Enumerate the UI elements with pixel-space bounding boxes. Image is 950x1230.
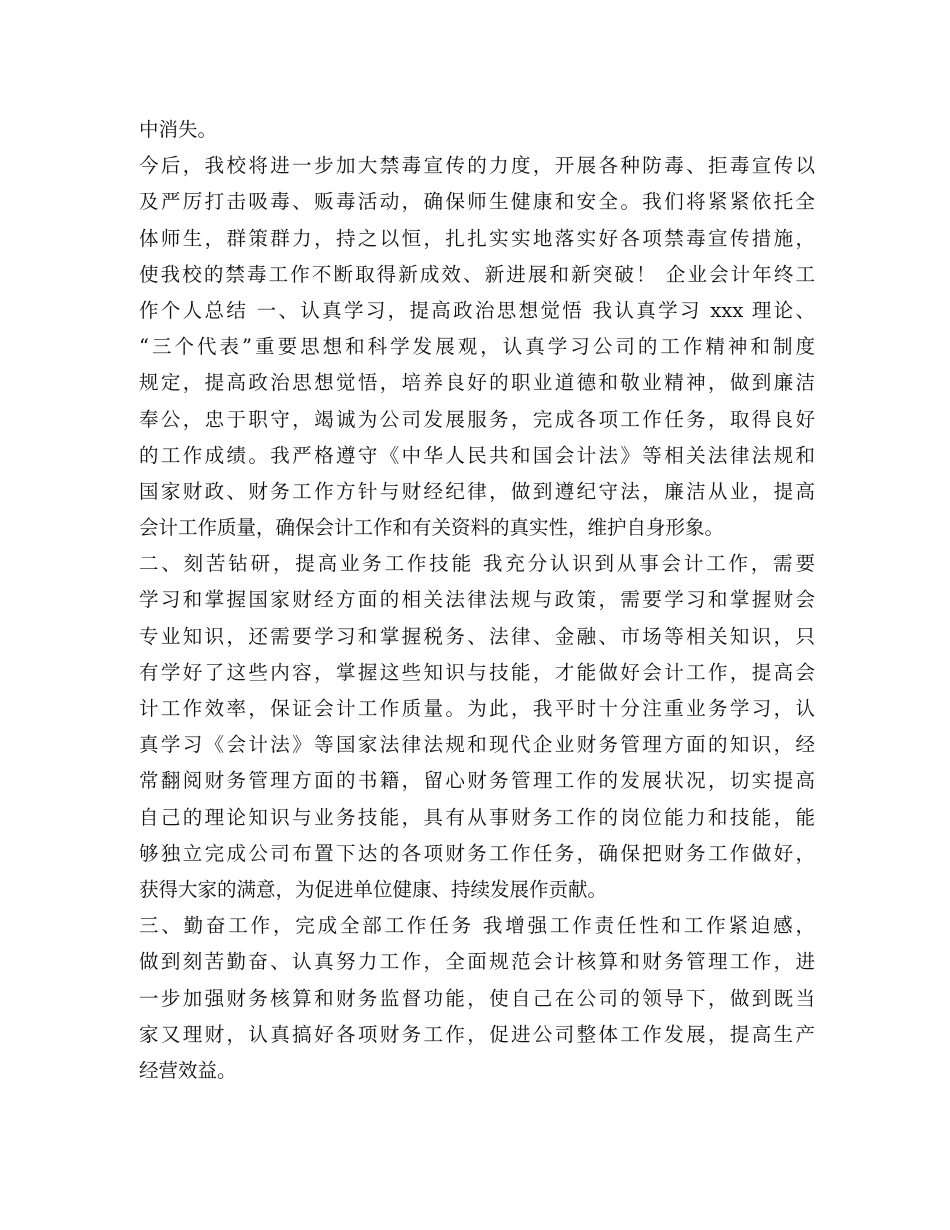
- text-line: 今后，我校将进一步加大禁毒宣传的力度，开展各种防毒、拒毒宣传以: [139, 154, 815, 178]
- text-line: 经营效益。: [139, 1058, 237, 1082]
- text-line: 的工作成绩。我严格遵守《中华人民共和国会计法》等相关法律法规和: [139, 443, 815, 467]
- text-line: 够独立完成公司布置下达的各项财务工作任务，确保把财务工作做好，: [139, 841, 815, 865]
- text-line: 有学好了这些内容，掌握这些知识与技能，才能做好会计工作，提高会: [139, 660, 815, 684]
- text-line: 计工作效率，保证会计工作质量。为此，我平时十分注重业务学习，认: [139, 697, 815, 720]
- text-line: 专业知识，还需要学习和掌握税务、法律、金融、市场等相关知识，只: [139, 624, 815, 648]
- text-line: 做到刻苦勤奋、认真努力工作，全面规范会计核算和财务管理工作，进: [139, 950, 815, 974]
- text-line: 自己的理论知识与业务技能，具有从事财务工作的岗位能力和技能，能: [139, 805, 815, 829]
- text-line: 真学习《会计法》等国家法律法规和现代企业财务管理方面的知识，经: [139, 733, 815, 757]
- text-line: 三、勤奋工作，完成全部工作任务 我增强工作责任性和工作紧迫感，: [139, 914, 815, 938]
- text-line: 使我校的禁毒工作不断取得新成效、新进展和新突破！ 企业会计年终工: [139, 262, 815, 286]
- text-line: 获得大家的满意，为促进单位健康、持续发展作贡献。: [139, 877, 608, 901]
- text-line: 奉公，忠于职守，竭诚为公司发展服务，完成各项工作任务，取得良好: [139, 407, 815, 431]
- text-line: 二、刻苦钻研，提高业务工作技能 我充分认识到从事会计工作，需要: [139, 552, 815, 576]
- text-line: 会计工作质量，确保会计工作和有关资料的真实性，维护自身形象。: [139, 516, 725, 540]
- text-line: 学习和掌握国家财经方面的相关法律法规与政策，需要学习和掌握财会: [139, 588, 815, 612]
- text-line: “三个代表”重要思想和科学发展观，认真学习公司的工作精神和制度: [139, 335, 815, 359]
- text-line: 规定，提高政治思想觉悟，培养良好的职业道德和敬业精神，做到廉洁: [139, 371, 815, 395]
- text-line: 常翻阅财务管理方面的书籍，留心财务管理工作的发展状况，切实提高: [139, 769, 815, 793]
- text-line: 一步加强财务核算和财务监督功能，使自己在公司的领导下，做到既当: [139, 986, 815, 1010]
- text-line: 体师生，群策群力，持之以恒，扎扎实实地落实好各项禁毒宣传措施，: [139, 226, 815, 250]
- text-line: 国家财政、财务工作方针与财经纪律，做到遵纪守法，廉洁从业，提高: [139, 479, 815, 503]
- text-line: 家又理财，认真搞好各项财务工作，促进公司整体工作发展，提高生产: [139, 1022, 815, 1046]
- text-line: 作个人总结 一、认真学习，提高政治思想觉悟 我认真学习 xxx 理论、: [139, 298, 815, 322]
- text-line: 及严厉打击吸毒、贩毒活动，确保师生健康和安全。我们将紧紧依托全: [139, 190, 815, 214]
- body-text: [139, 112, 815, 1089]
- text-line: 中消失。: [139, 118, 218, 141]
